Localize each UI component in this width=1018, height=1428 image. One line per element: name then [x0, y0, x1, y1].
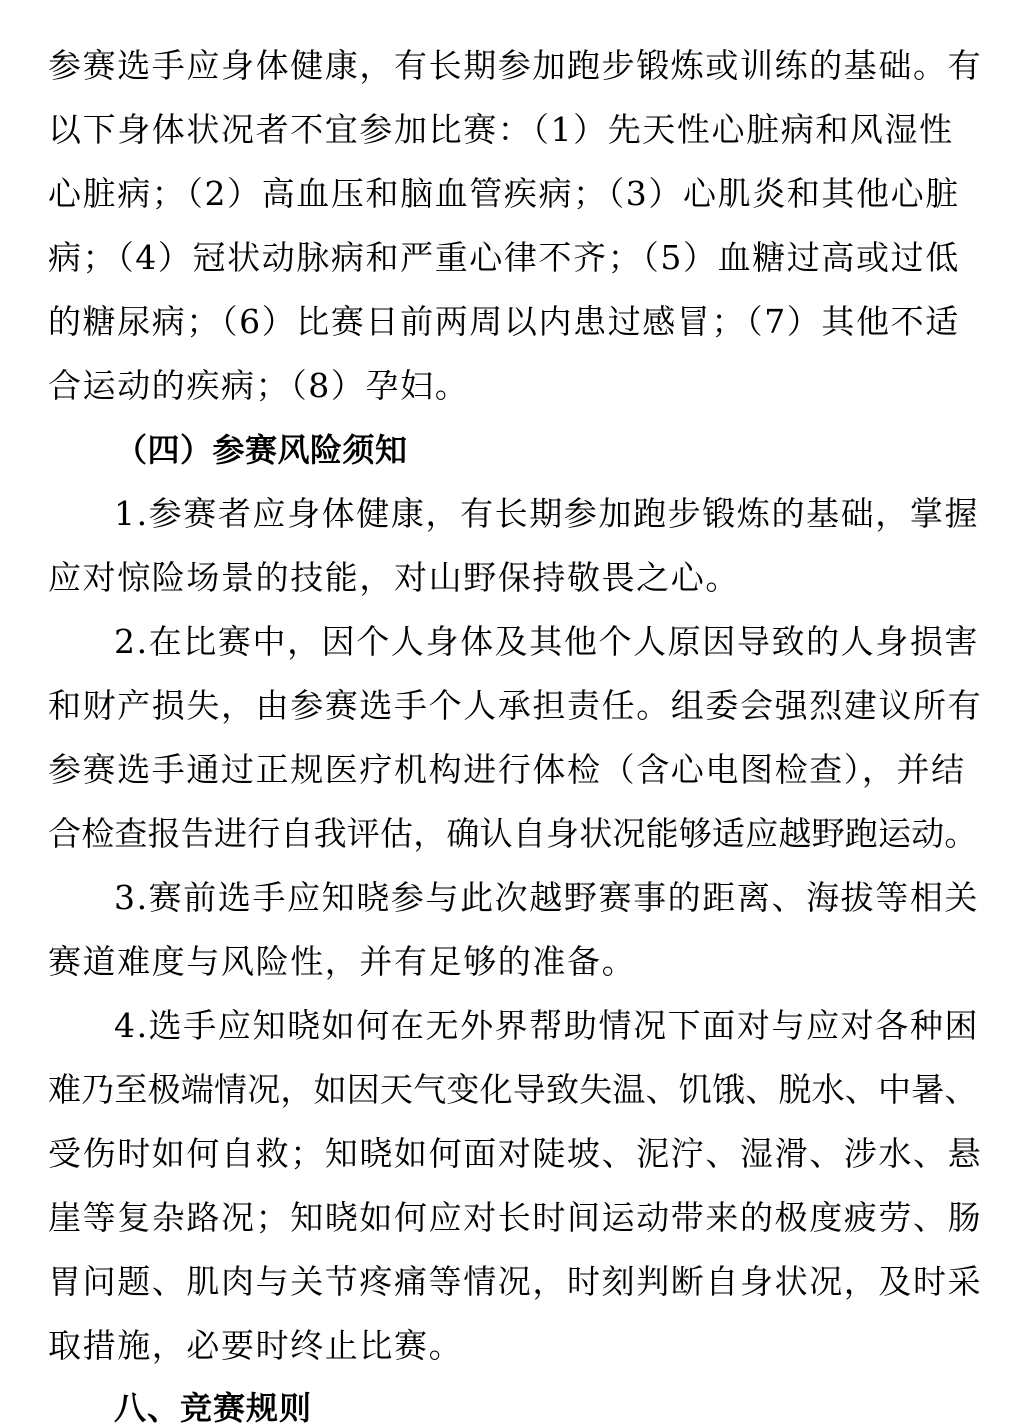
- risk-item-4-line-1: 4.选手应知晓如何在无外界帮助情况下面对与应对各种困: [114, 1006, 980, 1045]
- risk-item-3-line-1: 3.赛前选手应知晓参与此次越野赛事的距离、海拔等相关: [114, 878, 980, 917]
- rules-section-heading: 八、竞赛规则: [114, 1389, 313, 1427]
- risk-item-4-line-4: 崖等复杂路况；知晓如何应对长时间运动带来的极度疲劳、肠: [48, 1198, 983, 1237]
- intro-line-4: 病；（4）冠状动脉病和严重心律不齐；（5）血糖过高或过低: [48, 238, 960, 277]
- risk-item-4-line-2: 难乃至极端情况，如因天气变化导致失温、饥饿、脱水、中暑、: [48, 1070, 978, 1109]
- risk-item-2-line-4: 合检查报告进行自我评估，确认自身状况能够适应越野跑运动。: [48, 814, 978, 853]
- risk-item-4-line-5: 胃问题、肌肉与关节疼痛等情况，时刻判断自身状况，及时采: [48, 1262, 983, 1301]
- risk-item-1-line-2: 应对惊险场景的技能，对山野保持敬畏之心。: [48, 558, 740, 597]
- risk-item-1-line-1: 1.参赛者应身体健康，有长期参加跑步锻炼的基础，掌握: [114, 494, 980, 533]
- intro-line-6: 合运动的疾病；（8）孕妇。: [48, 366, 470, 405]
- risk-item-4-line-6: 取措施，必要时终止比赛。: [48, 1326, 464, 1365]
- intro-line-3: 心脏病；（2）高血压和脑血管疾病；（3）心肌炎和其他心脏: [48, 174, 960, 213]
- risk-item-2-line-1: 2.在比赛中，因个人身体及其他个人原因导致的人身损害: [114, 622, 980, 661]
- risk-section-heading: （四）参赛风险须知: [115, 431, 408, 469]
- risk-item-4-line-3: 受伤时如何自救；知晓如何面对陡坡、泥泞、湿滑、涉水、悬: [48, 1134, 983, 1173]
- intro-line-2: 以下身体状况者不宜参加比赛：（1）先天性心脏病和风湿性: [48, 110, 954, 149]
- risk-item-2-line-2: 和财产损失，由参赛选手个人承担责任。组委会强烈建议所有: [48, 686, 983, 725]
- risk-item-2-line-3: 参赛选手通过正规医疗机构进行体检（含心电图检查），并结: [48, 750, 966, 789]
- risk-item-3-line-2: 赛道难度与风险性，并有足够的准备。: [48, 942, 637, 981]
- intro-line-5: 的糖尿病；（6）比赛日前两周以内患过感冒；（7）其他不适: [48, 302, 960, 341]
- intro-line-1: 参赛选手应身体健康，有长期参加跑步锻炼或训练的基础。有: [48, 46, 983, 85]
